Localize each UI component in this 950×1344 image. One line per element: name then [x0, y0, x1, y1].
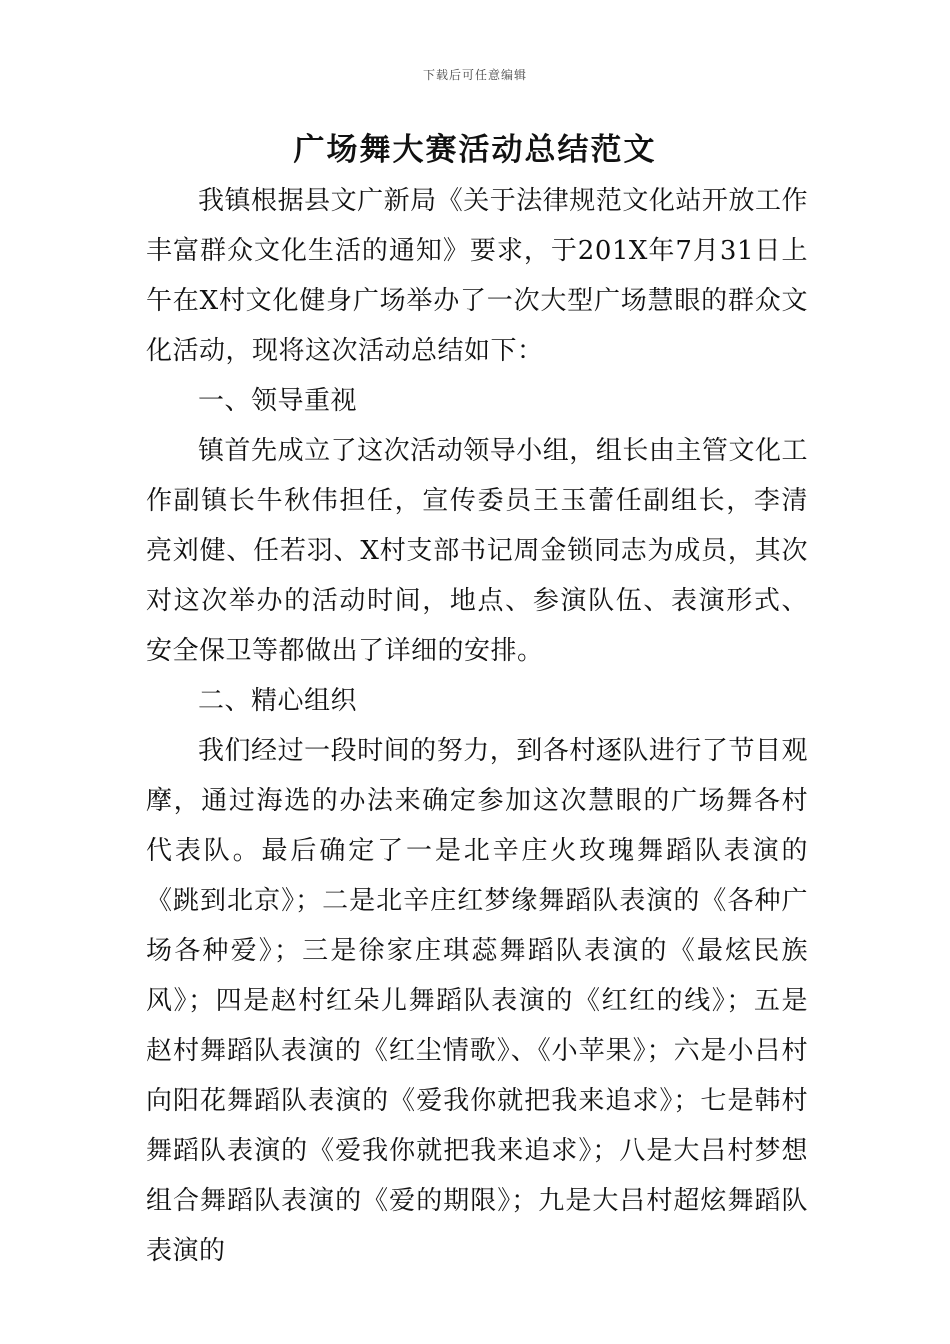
leadership-paragraph: 镇首先成立了这次活动领导小组，组长由主管文化工作副镇长牛秋伟担任，宣传委员王玉蕾任副组长，李清亮刘健、任若羽、X村支部书记周金锁同志为成员，其次对这次举办的活动时间，地点、参演队伍、表演形式、安全保卫等都做出了详细的安排。: [146, 436, 808, 666]
section-heading-organization: 二、精心组织: [198, 686, 358, 716]
organization-paragraph: 我们经过一段时间的努力，到各村逐队进行了节目观摩，通过海选的办法来确定参加这次慧眼的广场舞各村代表队。最后确定了一是北辛庄火玫瑰舞蹈队表演的《跳到北京》；二是北辛庄红梦缘舞蹈队表演的《各种广场各种爱》；三是徐家庄琪蕊舞蹈队表演的《最炫民族风》；四是赵村红朵儿舞蹈队表演的《红红的线》；五是赵村舞蹈队表演的《红尘情歌》、《小苹果》；六是小吕村向阳花舞蹈队表演的《爱我你就把我来追求》；七是韩村舞蹈队表演的《爱我你就把我来追求》；八是大吕村梦想组合舞蹈队表演的《爱的期限》；九是大吕村超炫舞蹈队表演的: [146, 736, 808, 1266]
document-title: 广场舞大赛活动总结范文: [293, 132, 657, 168]
header-note: 下载后可任意编辑: [422, 68, 527, 82]
intro-paragraph: 我镇根据县文广新局《关于法律规范文化站开放工作丰富群众文化生活的通知》要求，于201X年7月31日上午在X村文化健身广场举办了一次大型广场慧眼的群众文化活动，现将这次活动总结如下：: [146, 186, 808, 366]
document-body: [146, 176, 808, 1276]
section-heading-leadership: 一、领导重视: [198, 386, 358, 416]
